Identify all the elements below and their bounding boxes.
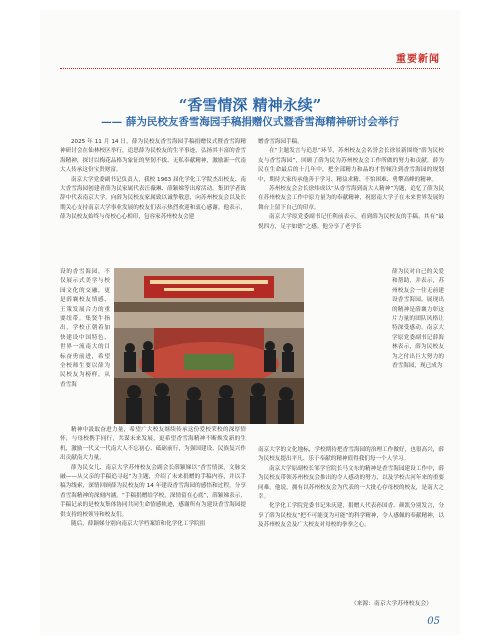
left-column-top: [60, 138, 246, 223]
magazine-page: [40, 10, 460, 635]
paragraph: 南京大学党委副书记负责人，我校 1963 届化学化工学院杰出校友、南大香雪海园创建者薛为民家属代表汪薇琳、薛颖娣等出席活动。集团学者致辞中代表南京大学，向薛为民校友家属致以诚挚敬意，向苏州校友会以及长期关心支持南京大学事业发展的校友们表示热烈欢迎和衷心感谢。他表示，薛为民校友始终与母校心心相印，包容家苏州校友会建: [60, 176, 246, 221]
right-narrow-text: [392, 268, 444, 371]
paragraph: 薛为民女儿、南京大学苏州校友会副会长薛颖娣以“香雪情深，文脉交融——从父亲的手稿追寻起”为主题，介绍了未来捐赠的手稿内容，并以手稿为线索，深情回顾薛为民校友的 14 年建设香雪海园的感悟和过程，分享香雪海精神的深刻内涵。“手稿捐赠给学校，深情留在心底”，薛颖娣表示，手稿记录的是校友集体协同共同生命情感轨迹，感谢所有为建设香雪海园提供支持的校领导和校友们。: [60, 464, 246, 518]
event-photo-illustration: [114, 268, 304, 424]
article-source: （来源：南京大学苏州校友会）: [350, 601, 432, 607]
paragraph: 精神中汲取奋进力量，希望广大校友继续传承这份爱校荣校的深厚情怀，与母校携手同行，共谋未来发展，更希望香雪海精神不断焕发新的生机，激励一代又一代南大人不忘初心、砥砺前行，为强国建设、民族复兴作出贡献南大力量。: [60, 427, 246, 462]
right-column-bottom: [258, 446, 444, 531]
page-number: 05: [427, 616, 440, 627]
paragraph: 南京大学的文化地标，学校期待把香雪海园的治理工作做好，也很高兴，薛为民校友提出平凡、乐于奉献的精神值得我们每一个人学习。: [258, 447, 444, 463]
paragraph: 随后，薛颖娣分别向南京大学档案馆和化学化工学院捐: [71, 521, 206, 528]
left-narrow-text: [60, 268, 110, 390]
paragraph: 化学化工学院党委书记朱庆建，捐赠人代表孙国香、颜凯分别发言，分享了薛为民校友“把不可能变为可能”的科学精神，令人感佩的奉献精神，以及苏州校友会及广大校友对母校的拳拳之心。: [258, 503, 444, 529]
left-column-bottom: [60, 426, 246, 529]
section-divider: [60, 68, 440, 69]
paragraph: 在“主题发言与追思”环节，苏州校友会名誉会长徐景新围绕“薛为民校友与香雪海园”，回顾了薛为民为苏州校友会工作所做的努力和贡献。薛为民在生命最后的十几年中，把全部精力和晶的才智倾注到香雪海园的规划中，期待大家传承他善于学习、精益求精、不怕困难、勇攀高峰的精神。: [258, 148, 444, 183]
paragraph: 赠香雪海园手稿。: [258, 139, 303, 145]
event-photo: [114, 268, 304, 424]
article-subtitle: —— 薛为民校友香雪海园手稿捐赠仪式暨香雪海精神研讨会举行: [101, 116, 399, 128]
paragraph: 南京大学原党委副书记任利前表示，看到薛为民校友的手稿，其有“最悦四方，足字如德”之感。他分享了老学长: [258, 214, 444, 230]
paragraph: 苏州校友会会长徐炜成以“从香雪海到南大人精神”为题，追忆了薛为民在苏州校友会工作中原力量为的奉献精神，祝愿南大学子在未来世界发展的舞台上留下自己的印章。: [258, 186, 444, 211]
section-label: 重要新闻: [396, 54, 440, 65]
article-title: “香雪情深 精神永续”: [178, 96, 322, 114]
paragraph: 2025 年 11 月 14 日，薛为民校友香雪海园手稿捐赠仪式暨香雪海精神研讨会在仙林校区举行，追思薛为民校友的生平事迹，弘扬其丰富的香雪海精神，探讨以梅花品格为象征的坚韧不拔、无私奉献精神，激励新一代南大人传承这份宝贵财富。: [60, 139, 246, 174]
paragraph: 薛为民对自己的关爱和帮助，并表示，苏州校友会一往无前建设香雪海园，展现出的精神是薛襄力彰这片力量的团队风格让特深受感动。南京大学原党委副书记薛海林表示，薛为民校友为之付出巨大努力的香雪海园，现已成为: [392, 269, 444, 370]
paragraph: 南京大学原副校长邹学官院长马文东的精神是香雪海园建设工作中，薛为民校友带领苏州校友会推出的令人感动的努力，以及学校古河年来的重要同难。他说，拥有以苏州校友会为代表的一大批心存母校的校友，是南大之幸。: [258, 465, 444, 501]
right-column-top: [258, 138, 444, 232]
paragraph: 设的香雪海园，不仅展示式美学与校园文化的交融，更是薛襄校友情感、王策发展合力的重要纽带。集贤牛指出，学校正朝着加快建设中国特色、世界一流南大的目标奋勇前进，希望全校师生要以薛为民校友为榜样，从香雪海: [60, 269, 110, 388]
